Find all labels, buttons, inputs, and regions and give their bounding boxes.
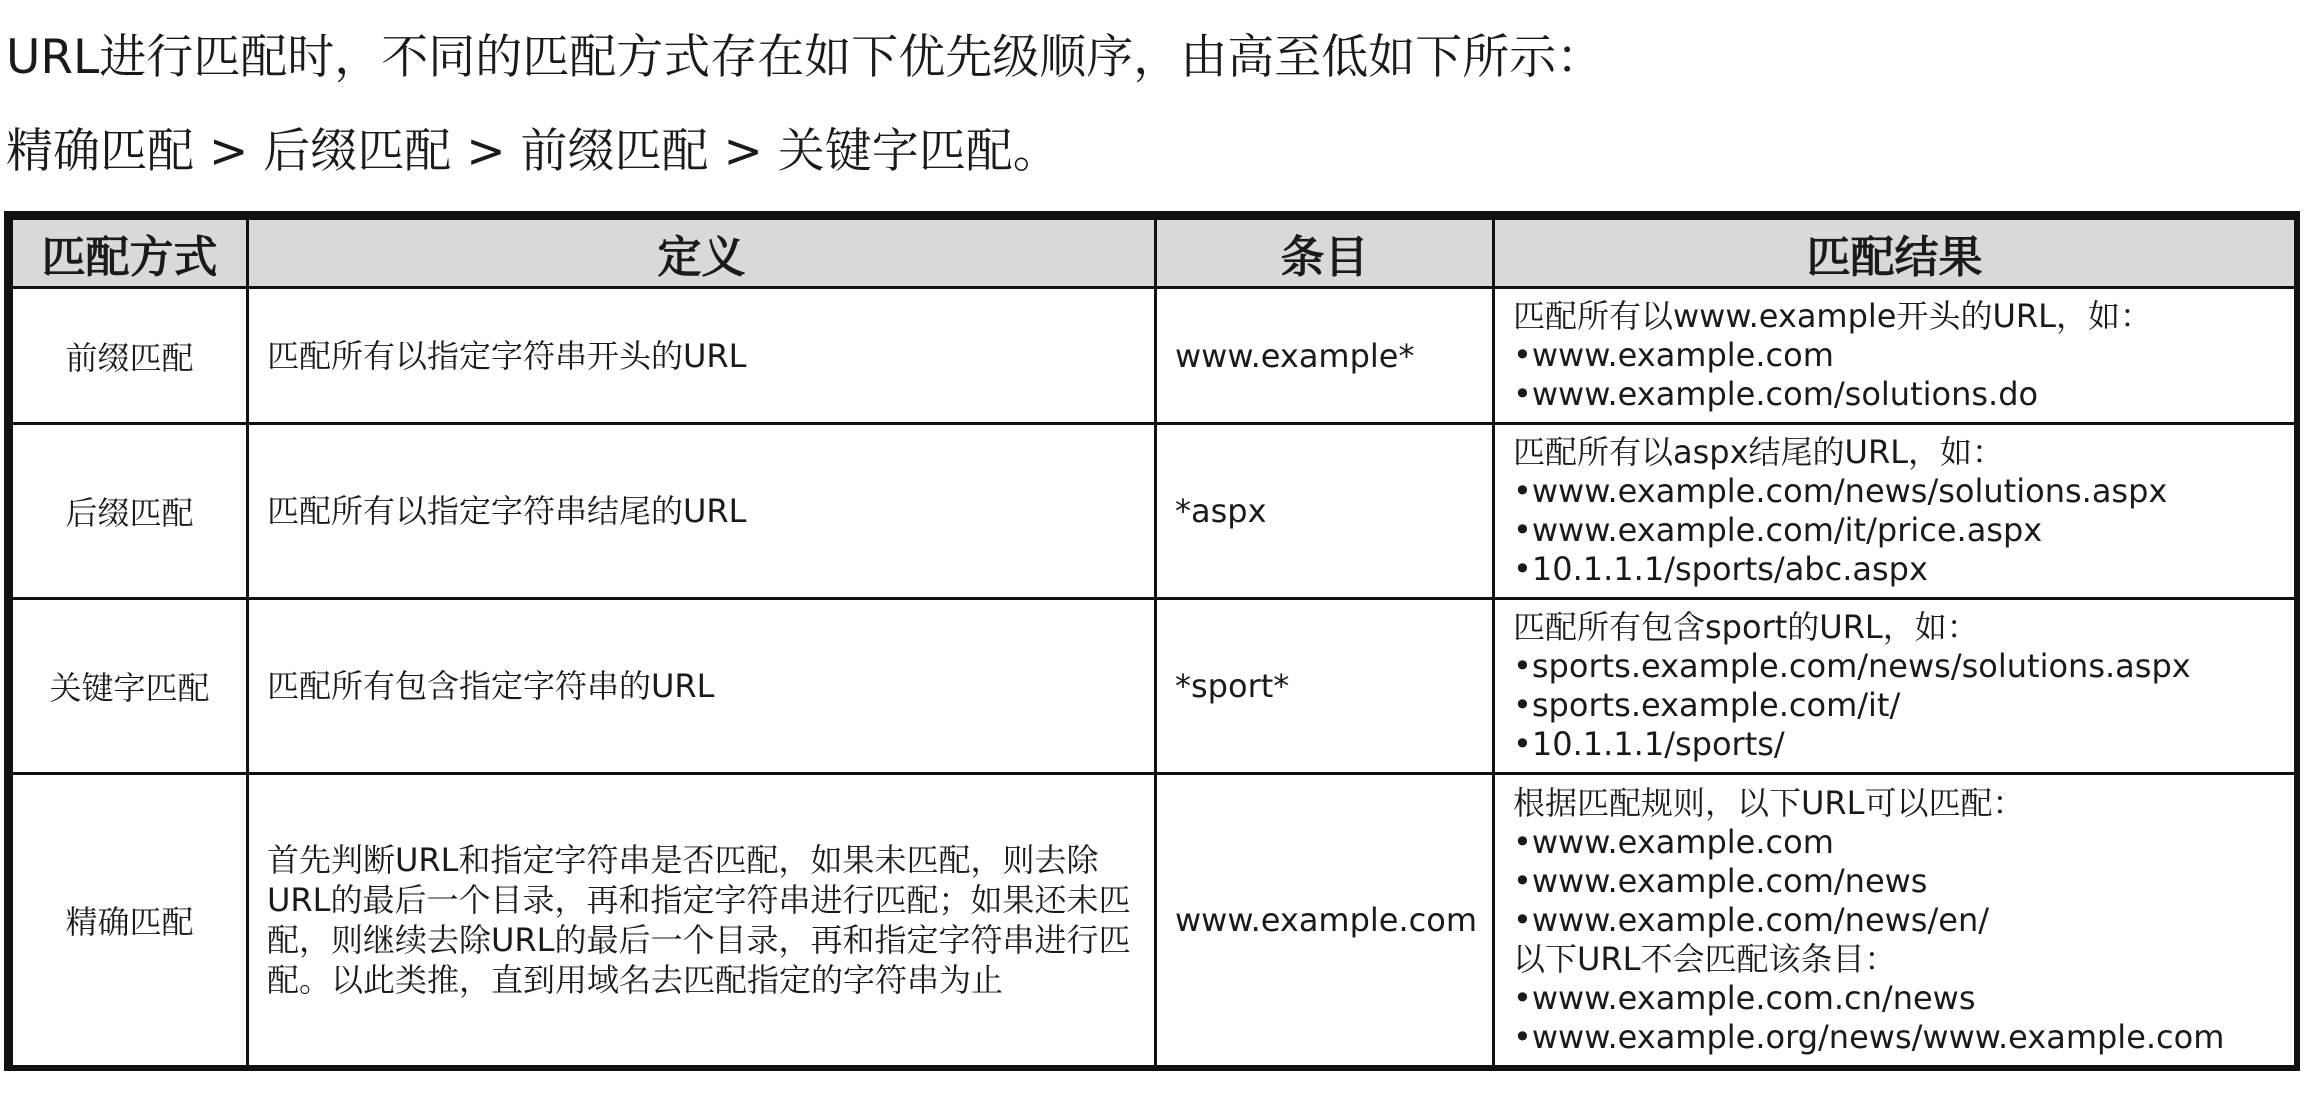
- entry-cell: www.example*: [1156, 288, 1494, 424]
- result-cell: [1494, 599, 2296, 774]
- table-row: [12, 288, 2296, 424]
- result-line: •sports.example.com/news/solutions.aspx: [1513, 647, 2191, 685]
- result-cell: [1494, 288, 2296, 424]
- definition-cell: 匹配所有以指定字符串开头的URL: [248, 288, 1156, 424]
- result-line: 根据匹配规则，以下URL可以匹配：: [1513, 783, 2025, 822]
- entry-cell: *sport*: [1156, 599, 1494, 774]
- definition-cell: 匹配所有包含指定字符串的URL: [248, 599, 1156, 774]
- entry-cell: www.example.com: [1156, 774, 1494, 1067]
- result-line: 以下URL不会匹配该条目：: [1513, 939, 1897, 978]
- result-line: •10.1.1.1/sports/abc.aspx: [1513, 550, 1928, 588]
- table-row: [12, 774, 2296, 1067]
- priority-order-text: 精确匹配 > 后缀匹配 > 前缀匹配 > 关键字匹配。: [6, 124, 1060, 179]
- result-line: 匹配所有以aspx结尾的URL，如：: [1513, 433, 2005, 471]
- result-line: •www.example.com/it/price.aspx: [1513, 511, 2043, 549]
- method-cell: 关键字匹配: [12, 599, 248, 774]
- result-line: •www.example.org/news/www.example.com: [1513, 1017, 2225, 1056]
- header-entry: 条目: [1156, 219, 1494, 288]
- result-line: •www.example.com/news: [1513, 861, 1928, 900]
- table-header-row: [12, 219, 2296, 288]
- table-row: [12, 424, 2296, 599]
- result-cell: [1494, 424, 2296, 599]
- url-match-table: [4, 211, 2300, 1071]
- header-method: 匹配方式: [12, 219, 248, 288]
- result-line: •www.example.com: [1513, 336, 1834, 374]
- result-line: •www.example.com/news/solutions.aspx: [1513, 472, 2168, 510]
- result-line: •sports.example.com/it/: [1513, 686, 1901, 724]
- method-cell: 后缀匹配: [12, 424, 248, 599]
- result-line: •10.1.1.1/sports/: [1513, 725, 1785, 763]
- result-cell: [1494, 774, 2296, 1067]
- result-line: •www.example.com/news/en/: [1513, 900, 1989, 939]
- priority-intro-text: URL进行匹配时，不同的匹配方式存在如下优先级顺序，由高至低如下所示：: [6, 30, 1604, 85]
- result-line: 匹配所有以www.example开头的URL，如：: [1513, 297, 2152, 335]
- result-line: •www.example.com.cn/news: [1513, 978, 1976, 1017]
- result-line: •www.example.com: [1513, 822, 1834, 861]
- result-line: 匹配所有包含sport的URL，如：: [1513, 608, 1979, 646]
- header-result: 匹配结果: [1494, 219, 2296, 288]
- entry-cell: *aspx: [1156, 424, 1494, 599]
- table-row: [12, 599, 2296, 774]
- method-cell: 前缀匹配: [12, 288, 248, 424]
- header-definition: 定义: [248, 219, 1156, 288]
- definition-cell: 匹配所有以指定字符串结尾的URL: [248, 424, 1156, 599]
- method-cell: 精确匹配: [12, 774, 248, 1067]
- definition-cell: 首先判断URL和指定字符串是否匹配，如果未匹配，则去除URL的最后一个目录，再和指定字符串进行匹配；如果还未匹配，则继续去除URL的最后一个目录，再和指定字符串进行匹配。以此类推，直到用域名去匹配指定的字符串为止: [248, 774, 1156, 1067]
- result-line: •www.example.com/solutions.do: [1513, 375, 2039, 413]
